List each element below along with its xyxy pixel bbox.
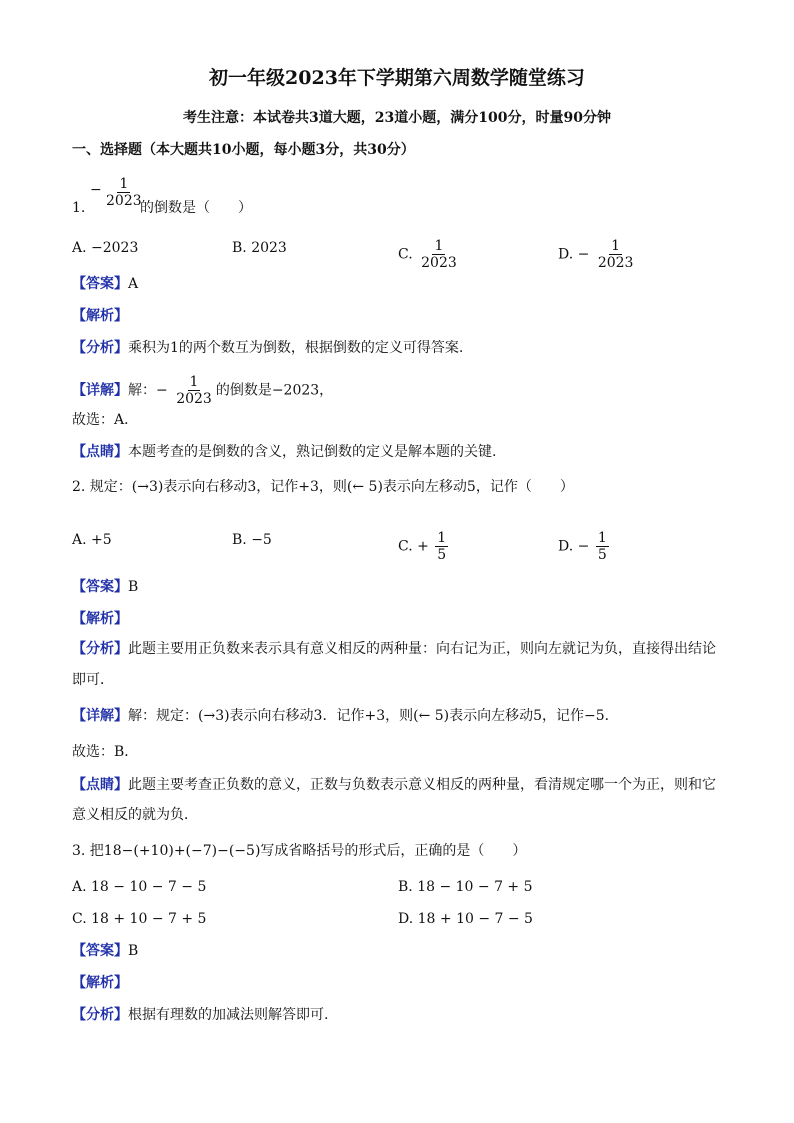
section-heading: 一、选择题（本大题共10小题，每小题3分，共30分） [72, 142, 415, 158]
dianjing-line-cont: 意义相反的就为负． [72, 807, 198, 823]
option-b: B. −5 [232, 532, 272, 548]
xiangjie-line: 【详解】解：规定：(→3)表示向右移动3．记作+3，则(← 5)表示向左移动5，记作−5． [72, 708, 619, 724]
dianjing-line: 【点睛】此题主要考查正负数的意义，正数与负数表示意义相反的两种量，看清规定哪一个为正，则和它 [72, 777, 716, 793]
page-title: 初一年级2023年下学期第六周数学随堂练习 [209, 67, 585, 89]
fraction: $\frac{1}{5}$ [597, 530, 607, 563]
fraction: $\frac{1}{2023}$ [176, 374, 212, 407]
option-b: B. 2023 [232, 240, 287, 256]
question-2: 2. 规定：(→3)表示向右移动3，记作+3，则(← 5)表示向左移动5，记作（ ） [72, 479, 574, 495]
option-c: C. $\frac{1}{2023}$ [398, 238, 457, 271]
question-3: 3. 把18−(+10)+(−7)−(−5)写成省略括号的形式后，正确的是（ ） [72, 843, 527, 859]
question-stem: 的倒数是（ ） [140, 200, 252, 216]
fraction-sign: − [90, 182, 102, 198]
analysis-label: 【解析】 [72, 308, 128, 324]
answer-line: 【答案】A [72, 276, 139, 292]
fenxi-line: 【分析】乘积为1的两个数互为倒数，根据倒数的定义可得答案. [72, 340, 464, 356]
option-b: B. 18 − 10 − 7 + 5 [398, 879, 533, 895]
exam-notice: 考生注意：本试卷共3道大题，23道小题，满分100分，时量90分钟 [183, 110, 611, 126]
answer-line: 【答案】B [72, 943, 139, 959]
fraction: $\frac{1}{2023}$ [421, 238, 457, 271]
fraction: $\frac{1}{2023}$ [106, 176, 142, 209]
option-a: A. 18 − 10 − 7 − 5 [72, 879, 207, 895]
xiangjie-line: 【详解】解：− $\frac{1}{2023}$ 的倒数是−2023， [72, 374, 334, 407]
option-c: C. + $\frac{1}{5}$ [398, 530, 447, 563]
option-d: D. − $\frac{1}{5}$ [558, 530, 607, 563]
dianjing-line: 【点睛】本题考查的是倒数的含义，熟记倒数的定义是解本题的关键. [72, 444, 497, 460]
choice-line: 故选：B． [72, 744, 139, 760]
option-a: A. −2023 [72, 240, 139, 256]
option-d: D. − $\frac{1}{2023}$ [558, 238, 634, 271]
analysis-label: 【解析】 [72, 611, 128, 627]
option-d: D. 18 + 10 − 7 − 5 [398, 911, 533, 927]
fenxi-line-cont: 即可． [72, 672, 114, 688]
answer-line: 【答案】B [72, 579, 139, 595]
fraction: $\frac{1}{5}$ [437, 530, 447, 563]
choice-line: 故选：A． [72, 412, 139, 428]
fraction: $\frac{1}{2023}$ [597, 238, 634, 271]
option-a: A. +5 [72, 532, 112, 548]
option-c: C. 18 + 10 − 7 + 5 [72, 911, 207, 927]
analysis-label: 【解析】 [72, 975, 128, 991]
fenxi-line: 【分析】此题主要用正负数来表示具有意义相反的两种量：向右记为正，则向左就记为负，直接得出结论 [72, 641, 716, 657]
question-number: 1. [72, 200, 86, 216]
fenxi-line: 【分析】根据有理数的加减法则解答即可. [72, 1007, 329, 1023]
